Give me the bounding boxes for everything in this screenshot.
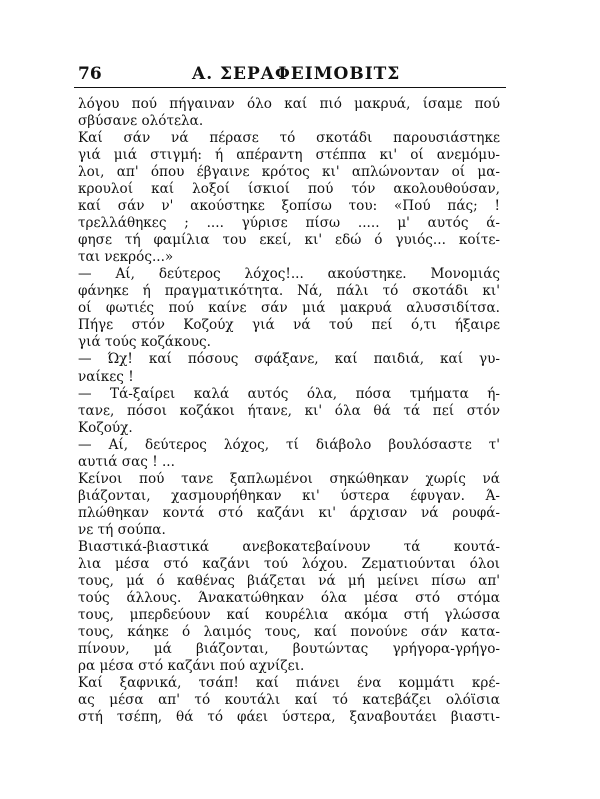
text-line: καί σάν ν' ακούστηκε ξοπίσω του: «Πού πάς; ! bbox=[78, 198, 500, 215]
text-line: Βιαστικά-βιαστικά ανεβοκατεβαίνουν τά κουτά- bbox=[78, 538, 500, 555]
text-line: ας μέσα απ' τό κουτάλι καί τό κατεβάζει ολόϊσια bbox=[78, 692, 500, 709]
text-line: οί φωτιές πού καίνε σάν μιά μακρυά αλυσσιδίτσα. bbox=[78, 300, 500, 317]
text-line: πλώθηκαν κοντά στό καζάνι κι' άρχισαν νά ρουφά- bbox=[78, 504, 500, 521]
text-line: ναίκες ! bbox=[78, 368, 134, 385]
text-line: Κοζούχ. bbox=[78, 419, 133, 436]
text-line: — Αί, δεύτερος λόχος!... ακούστηκε. Μονομιάς bbox=[78, 266, 500, 283]
text-line: νε τή σούπα. bbox=[78, 521, 166, 538]
text-line: πίνουν, μά βιάζονται, βουτώντας γρήγορα-γρήγο- bbox=[78, 641, 500, 657]
text-line: αυτιά σας ! ... bbox=[78, 453, 175, 470]
text-line: Κείνοι πού τανε ξαπλωμένοι σηκώθηκαν χωρίς νά bbox=[78, 470, 500, 487]
text-line: λια μέσα στό καζάνι τού λόχου. Ζεματιούνται όλοι bbox=[78, 555, 500, 572]
text-line: γιά μιά στιγμή: ή απέραντη στέππα κι' οί ανεμόμυ- bbox=[78, 147, 500, 164]
text-line: βιάζονται, χασμουρήθηκαν κι' ύστερα έφυγαν. Ά- bbox=[78, 487, 500, 504]
text-line: — Ώχ! καί πόσους σφάξανε, καί παιδιά, καί γυ- bbox=[78, 351, 500, 368]
text-line: φησε τή φαμίλια του εκεί, κι' εδώ ό γυιός... κοίτε- bbox=[78, 232, 500, 249]
text-line: ρα μέσα στό καζάνι πού αχνίζει. bbox=[78, 658, 305, 675]
running-head bbox=[74, 60, 506, 90]
running-title: Α. ΣΕΡΑΦΕΙΜΟΒΙΤΣ bbox=[192, 64, 401, 84]
text-line: Πήγε στόν Κοζούχ γιά νά τού πεί ό,τι ήξαιρε bbox=[78, 317, 500, 334]
text-line: τους, μά ό καθένας βιάζεται νά μή μείνει πίσω απ' bbox=[78, 572, 500, 589]
text-line: τρελλάθηκες ; .... γύρισε πίσω ..... μ' αυτός ά- bbox=[78, 215, 500, 232]
text-line: λοι, απ' όπου έβγαινε κρότος κι' απλώνονταν οί μα- bbox=[78, 164, 500, 181]
text-line: — Τά-ξαίρει καλά αυτός όλα, πόσα τμήματα ή- bbox=[78, 385, 500, 402]
page-number: 76 bbox=[78, 64, 102, 84]
text-line: τούς άλλους. Άνακατώθηκαν όλα μέσα στό στόμα bbox=[78, 589, 500, 606]
text-line: γιά τούς κοζάκους. bbox=[78, 334, 211, 351]
text-line: τανε, πόσοι κοζάκοι ήτανε, κι' όλα θά τά πεί στόν bbox=[78, 402, 500, 419]
text-line: Καί ξαφνικά, τσάπ! καί πιάνει ένα κομμάτι κρέ- bbox=[78, 675, 500, 692]
text-line: στή τσέπη, θά τό φάει ύστερα, ξαναβουτάει βιαστι- bbox=[78, 709, 500, 726]
text-line: ται νεκρός...» bbox=[78, 249, 174, 266]
text-line: — Αί, δεύτερος λόχος, τί διάβολο βουλόσαστε τ' bbox=[78, 436, 500, 453]
text-line: κρουλοί καί λοξοί ίσκιοί πού τόν ακολουθούσαν, bbox=[78, 181, 500, 198]
text-line: τους, κάηκε ό λαιμός τους, καί πονούνε σάν κατα- bbox=[78, 623, 500, 640]
text-line: Καί σάν νά πέρασε τό σκοτάδι παρουσιάστηκε bbox=[78, 130, 500, 147]
body-text bbox=[78, 96, 500, 726]
text-line: σβύσανε ολότελα. bbox=[78, 113, 204, 130]
text-line: φάνηκε ή πραγματικότητα. Νά, πάλι τό σκοτάδι κι' bbox=[78, 283, 500, 300]
text-line: τους, μπερδεύουν καί κουρέλια ακόμα στή γλώσσα bbox=[78, 606, 500, 623]
text-line: λόγου πού πήγαιναν όλο καί πιό μακρυά, ίσαμε πού bbox=[78, 96, 500, 112]
header-rule bbox=[74, 87, 506, 88]
